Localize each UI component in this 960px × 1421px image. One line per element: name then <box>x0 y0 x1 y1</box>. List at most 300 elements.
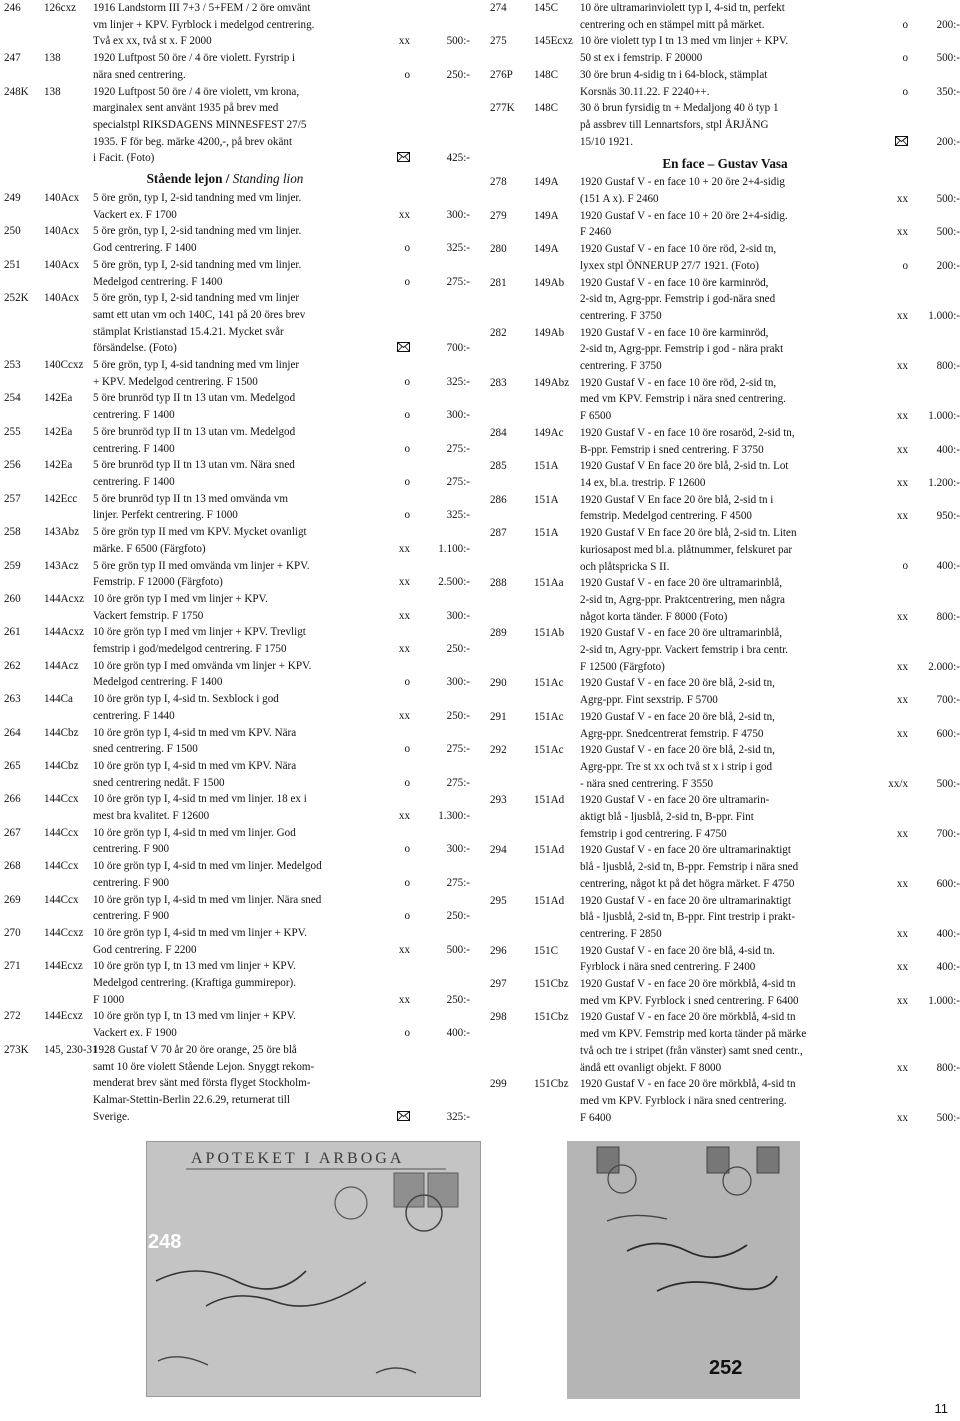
description-line: Medelgod centrering. F 1400 <box>93 275 223 288</box>
catalogue-number: 144Acz <box>44 659 79 672</box>
lot-entry <box>0 725 472 758</box>
description-line: Medelgod centrering. (Kraftiga gummirepor). <box>93 977 297 990</box>
lot-number: 268 <box>4 860 21 873</box>
condition-code: xx <box>896 877 908 890</box>
catalogue-number: 126cxz <box>44 2 77 14</box>
description-line: centrering. F 1440 <box>93 709 175 722</box>
catalogue-number: 151Ad <box>534 844 565 857</box>
catalogue-number: 151A <box>534 493 559 506</box>
lot-price: 275:- <box>446 475 470 488</box>
description-line: menderat brev sänt med första flyget Stockholm- <box>93 1077 311 1090</box>
left-column <box>0 0 472 1125</box>
lot-number: 284 <box>490 426 507 439</box>
lot-price: 600:- <box>936 727 960 740</box>
condition-code: o <box>902 560 908 573</box>
lot-number: 272 <box>4 1010 21 1023</box>
description-line: Femstrip. F 12000 (Färgfoto) <box>93 576 223 589</box>
lot-entry <box>0 457 472 490</box>
description-line: Sverige. <box>93 1110 130 1123</box>
description-line: 1920 Gustaf V - en face 20 öre blå, 2-sid tn, <box>580 677 775 690</box>
description-line: Kalmar-Stettin-Berlin 22.6.29, returnerat till <box>93 1094 290 1106</box>
description-line: Vackert ex. F 1900 <box>93 1027 177 1040</box>
lot-entry <box>490 625 960 675</box>
photo-lot-number: 248 <box>148 1231 182 1253</box>
lot-number: 287 <box>490 527 507 540</box>
description-line: 1920 Gustaf V - en face 20 öre ultramarinblå, <box>580 577 782 590</box>
lot-entry <box>0 758 472 791</box>
description-line: blå - ljusblå, 2-sid tn, B-ppr. Fint trestrip i prakt- <box>580 911 796 924</box>
section-heading-standing-lion: Stående lejon / Standing lion <box>146 171 304 187</box>
catalogue-number: 144Cbz <box>44 759 79 772</box>
condition-code: o <box>404 242 410 255</box>
lot-price: 275:- <box>446 275 470 288</box>
description-line: 1920 Gustaf V - en face 10 öre röd, 2-sid tn, <box>580 376 777 389</box>
lot-number: 293 <box>490 794 507 807</box>
description-line: 1920 Gustaf V - en face 10 öre karminröd, <box>580 276 769 289</box>
photo-lot-number: 252 <box>709 1357 743 1379</box>
lot-price: 600:- <box>936 877 960 890</box>
catalogue-number: 140Acx <box>44 225 80 238</box>
description-line: F 12500 (Färgfoto) <box>580 660 665 673</box>
lot-number: 266 <box>4 793 21 806</box>
condition-code: xx <box>896 927 908 940</box>
description-line: samt ett utan vm och 140C, 141 på 20 öres brev <box>93 308 306 321</box>
lot-number: 286 <box>490 493 507 506</box>
description-line: 10 öre grön typ I, 4-sid tn. Sexblock i god <box>93 693 279 706</box>
description-line: 1920 Gustaf V En face 20 öre blå, 2-sid tn i <box>580 493 774 506</box>
lot-number: 278 <box>490 176 507 189</box>
lot-number: 256 <box>4 459 21 472</box>
catalogue-number: 151Aa <box>534 577 564 590</box>
lot-entry <box>0 658 472 691</box>
catalogue-number: 151C <box>534 944 559 957</box>
lot-price: 250:- <box>446 68 470 81</box>
catalogue-number: 144Ccxz <box>44 926 84 939</box>
description-line: Agrg-ppr. Fint sexstrip. F 5700 <box>580 694 718 707</box>
left-lot-list-top <box>0 0 472 167</box>
lot-price: 1.000:- <box>928 410 960 423</box>
description-line: 1920 Gustaf V - en face 10 öre karminröd, <box>580 326 769 339</box>
description-line: försändelse. (Foto) <box>93 342 177 355</box>
condition-code: xx <box>896 1061 908 1074</box>
description-line: 5 öre brunröd typ II tn 13 utan vm. Medelgod <box>93 425 296 438</box>
description-line: 10 öre grön typ I, 4-sid tn med vm linjer. Nära sned <box>93 893 322 906</box>
lot-number: 265 <box>4 759 21 772</box>
description-line: 1920 Gustaf V - en face 20 öre ultramarin- <box>580 794 770 807</box>
description-line: 1920 Gustaf V - en face 10 öre rosaröd, 2-sid tn, <box>580 426 795 439</box>
condition-code: xx <box>398 35 410 48</box>
description-line: 1935. F för beg. märke 4200,-, på brev okänt <box>93 135 293 148</box>
lot-price: 325:- <box>446 375 470 388</box>
catalogue-number: 151Ac <box>534 677 564 690</box>
description-line: 1916 Landstorm III 7+3 / 5+FEM / 2 öre omvänt <box>93 2 311 14</box>
description-line: märke. F 6500 (Färgfoto) <box>93 542 206 555</box>
catalogue-number: 151Cbz <box>534 978 569 991</box>
catalogue-number: 140Acx <box>44 292 80 305</box>
lot-price: 400:- <box>936 560 960 573</box>
condition-code: o <box>902 85 908 98</box>
condition-code: o <box>902 52 908 65</box>
lot-price: 2.500:- <box>438 576 470 589</box>
catalogue-number: 144Ccx <box>44 793 79 806</box>
lot-number: 253 <box>4 359 21 372</box>
description-line: 1920 Gustaf V - en face 10 öre röd, 2-sid tn, <box>580 243 777 256</box>
lot-price: 700:- <box>446 342 470 355</box>
catalogue-number: 151Cbz <box>534 1011 569 1024</box>
description-line: femstrip i god/medelgod centrering. F 1750 <box>93 643 287 656</box>
condition-code: xx <box>896 226 908 239</box>
description-line: God centrering. F 2200 <box>93 943 197 956</box>
description-line: Agrg-ppr. Snedcentrerat femstrip. F 4750 <box>580 727 764 740</box>
condition-code: o <box>404 409 410 422</box>
lot-number: 264 <box>4 726 21 739</box>
lot-entry <box>0 390 472 423</box>
catalogue-number: 149A <box>534 209 559 222</box>
description-line: F 2460 <box>580 226 612 239</box>
condition-code: xx <box>398 542 410 555</box>
lot-price: 325:- <box>446 1110 470 1123</box>
description-line: 5 öre grön, typ I, 2-sid tandning med vm linjer. <box>93 225 302 238</box>
description-line: lyxex stpl ÖNNERUP 27/7 1921. (Foto) <box>580 259 759 272</box>
lot-price: 200:- <box>936 259 960 272</box>
description-line: nära sned centrering. <box>93 68 186 81</box>
condition-code: xx/x <box>888 777 908 790</box>
condition-code: xx <box>896 694 908 707</box>
condition-code: xx <box>896 660 908 673</box>
lot-price: 500:- <box>936 777 960 790</box>
condition-code: xx <box>896 443 908 456</box>
lot-entry <box>0 524 472 557</box>
description-line: 1920 Gustaf V - en face 20 öre mörkblå, 4-sid tn <box>580 978 796 991</box>
lot-price: 300:- <box>446 676 470 689</box>
lot-price: 1.000:- <box>928 994 960 1007</box>
condition-code: xx <box>896 961 908 974</box>
description-line: kuriosapost med bl.a. plåtnummer, felskuret par <box>580 543 793 556</box>
description-line: 10 öre grön typ I, 4-sid tn med vm linjer. Medelgod <box>93 860 322 873</box>
catalogue-number: 149Ac <box>534 426 564 439</box>
lot-entry <box>490 325 960 375</box>
description-line: Fyrblock i nära sned centrering. F 2400 <box>580 961 756 974</box>
condition-code: xx <box>896 410 908 423</box>
condition-code: o <box>404 275 410 288</box>
lot-number: 269 <box>4 893 21 906</box>
description-line: 10 öre grön typ I med omvända vm linjer + KPV. <box>93 659 312 672</box>
lot-price: 500:- <box>936 1111 960 1124</box>
lot-number: 295 <box>490 894 507 907</box>
lot-number: 246 <box>4 2 21 14</box>
lot-price: 800:- <box>936 1061 960 1074</box>
description-line: 2-sid tn, Agrg-ppr. Praktcentrering, men några <box>580 593 785 606</box>
lot-price: 300:- <box>446 609 470 622</box>
catalogue-number: 144Ccx <box>44 860 79 873</box>
lot-price: 300:- <box>446 208 470 221</box>
catalogue-number: 148C <box>534 102 559 115</box>
lot-entry <box>0 925 472 958</box>
lot-number: 259 <box>4 559 21 572</box>
lot-price: 500:- <box>936 226 960 239</box>
envelope-icon <box>370 340 410 357</box>
description-line: 5 öre grön typ II med omvända vm linjer + KPV. <box>93 559 310 572</box>
lot-price: 2.000:- <box>928 660 960 673</box>
description-line: 1920 Gustaf V - en face 20 öre blå, 2-sid tn, <box>580 744 775 757</box>
catalogue-number: 151Ad <box>534 794 565 807</box>
lot-entry <box>490 842 960 892</box>
catalogue-number: 142Ecc <box>44 492 78 505</box>
description-line: 10 öre grön typ I, tn 13 med vm linjer + KPV. <box>93 1010 296 1023</box>
lot-entry <box>490 675 960 708</box>
description-line: centrering. F 1400 <box>93 409 175 422</box>
lot-entry <box>0 84 472 168</box>
condition-code: o <box>404 843 410 856</box>
lot-entry <box>0 257 472 290</box>
description-line: God centrering. F 1400 <box>93 242 197 255</box>
catalogue-number: 145, 230-31 <box>44 1043 98 1056</box>
lot-price: 325:- <box>446 242 470 255</box>
description-line: - nära sned centrering. F 3550 <box>580 777 714 790</box>
condition-code: xx <box>896 994 908 1007</box>
lot-number: 296 <box>490 944 507 957</box>
description-line: i Facit. (Foto) <box>93 152 155 165</box>
lot-price: 200:- <box>936 18 960 31</box>
description-line: 14 ex, bl.a. trestrip. F 12600 <box>580 476 706 489</box>
description-line: centrering. F 3750 <box>580 360 662 373</box>
description-line: centrering och en stämpel mitt på märket. <box>580 18 765 31</box>
lot-entry <box>490 100 960 150</box>
lot-entry <box>490 492 960 525</box>
lot-price: 800:- <box>936 610 960 623</box>
lot-price: 275:- <box>446 442 470 455</box>
description-line: 50 st ex i femstrip. F 20000 <box>580 52 703 65</box>
description-line: F 6400 <box>580 1111 612 1124</box>
lot-number: 292 <box>490 744 507 757</box>
lot-entry <box>0 223 472 256</box>
description-line: centrering, något kt på det högra märket. F 4750 <box>580 877 795 890</box>
catalogue-number: 144Ccx <box>44 826 79 839</box>
description-line: 15/10 1921. <box>580 135 634 148</box>
envelope-icon <box>370 150 410 167</box>
condition-code: o <box>404 743 410 756</box>
catalogue-number: 144Acxz <box>44 592 85 605</box>
catalogue-number: 151Ab <box>534 627 565 640</box>
description-line: femstrip. Medelgod centrering. F 4500 <box>580 510 752 523</box>
lot-number: 276P <box>490 68 513 81</box>
lot-entry <box>0 50 472 83</box>
lot-entry <box>490 67 960 100</box>
description-line: 1920 Gustaf V - en face 20 öre ultramarinblå, <box>580 627 782 640</box>
description-line: 10 öre grön typ I, 4-sid tn med vm linjer. God <box>93 826 296 839</box>
description-line: 5 öre grön typ II med vm KPV. Mycket ovanligt <box>93 526 307 539</box>
lot-entry <box>490 575 960 625</box>
catalogue-number: 144Ecxz <box>44 960 83 973</box>
lot-entry <box>0 0 472 50</box>
condition-code: xx <box>398 810 410 823</box>
lot-entry <box>490 943 960 976</box>
description-line: 10 öre grön typ I med vm linjer + KPV. <box>93 592 268 605</box>
condition-code: xx <box>398 943 410 956</box>
lot-price: 400:- <box>936 443 960 456</box>
catalogue-number: 149Ab <box>534 276 565 289</box>
description-line: 10 öre ultramarinviolett typ I, 4-sid tn, perfekt <box>580 2 785 14</box>
condition-code: o <box>404 676 410 689</box>
description-line: 1920 Gustaf V - en face 10 + 20 öre 2+4-sidig <box>580 176 785 189</box>
description-line: 5 öre grön, typ I, 4-sid tandning med vm linjer <box>93 359 300 372</box>
description-line: 1920 Gustaf V - en face 20 öre blå, 2-sid tn, <box>580 710 775 723</box>
description-line: Korsnäs 30.11.22. F 2240++. <box>580 85 710 98</box>
lot-entry <box>0 290 472 357</box>
left-lot-list <box>0 190 472 1125</box>
lot-price: 200:- <box>936 135 960 148</box>
description-line: femstrip i god centrering. F 4750 <box>580 827 727 840</box>
description-line: ändå ett ovanligt objekt. F 8000 <box>580 1061 722 1074</box>
description-line: 2-sid tn, Agry-ppr. Vackert femstrip i bra centr. <box>580 644 789 657</box>
catalogue-number: 145C <box>534 2 559 14</box>
description-line: centrering. F 2850 <box>580 927 662 940</box>
lot-number: 251 <box>4 258 21 271</box>
lot-entry <box>490 792 960 842</box>
description-line: F 6500 <box>580 410 612 423</box>
description-line: 1920 Gustaf V - en face 20 öre mörkblå, 4-sid tn <box>580 1078 796 1091</box>
lot-number: 285 <box>490 460 507 473</box>
lot-number: 257 <box>4 492 21 505</box>
description-line: något korta tänder. F 8000 (Foto) <box>580 610 728 623</box>
lot-price: 275:- <box>446 776 470 789</box>
description-line: med vm KPV. Fyrblock i sned centrering. F 6400 <box>580 994 799 1007</box>
catalogue-number: 144Cbz <box>44 726 79 739</box>
lot-entry <box>490 174 960 207</box>
lot-number: 270 <box>4 926 21 939</box>
section-title: Stående lejon <box>146 171 223 187</box>
lot-entry <box>490 525 960 575</box>
description-line: 1920 Luftpost 50 öre / 4 öre violett, vm krona, <box>93 85 300 98</box>
lot-price: 275:- <box>446 743 470 756</box>
catalogue-number: 149A <box>534 243 559 256</box>
condition-code: o <box>404 375 410 388</box>
description-line: 5 öre grön, typ I, 2-sid tandning med vm linjer <box>93 292 300 305</box>
section-heading-en-face <box>490 156 960 172</box>
description-line: (151 A x). F 2460 <box>580 193 659 206</box>
lot-price: 250:- <box>446 993 470 1006</box>
cover-252-image <box>567 1141 800 1399</box>
description-line: Två ex xx, två st x. F 2000 <box>93 35 212 48</box>
cover-photo-252 <box>567 1141 800 1399</box>
catalogue-number: 144Acxz <box>44 626 85 639</box>
lot-entry <box>0 958 472 1008</box>
condition-code: xx <box>398 208 410 221</box>
lot-entry <box>490 976 960 1009</box>
cover-photo-248 <box>146 1141 481 1397</box>
description-line: 5 öre brunröd typ II tn 13 utan vm. Nära sned <box>93 459 295 472</box>
condition-code: o <box>902 18 908 31</box>
lot-price: 400:- <box>936 961 960 974</box>
catalogue-number: 151Ad <box>534 894 565 907</box>
description-line: med vm KPV. Femstrip med korta tänder på märke <box>580 1028 807 1041</box>
lot-entry <box>0 558 472 591</box>
description-line: centrering. F 1400 <box>93 475 175 488</box>
catalogue-number: 151Ac <box>534 710 564 723</box>
lot-number: 254 <box>4 392 21 405</box>
lot-entry <box>490 709 960 742</box>
description-line: 1928 Gustaf V 70 år 20 öre orange, 25 öre blå <box>93 1043 297 1056</box>
lot-price: 400:- <box>936 927 960 940</box>
lot-price: 250:- <box>446 709 470 722</box>
catalogue-number: 149A <box>534 176 559 189</box>
lot-entry <box>490 458 960 491</box>
description-line: centrering. F 3750 <box>580 309 662 322</box>
condition-code: o <box>404 910 410 923</box>
catalogue-number: 143Abz <box>44 526 80 539</box>
condition-code: o <box>404 68 410 81</box>
lot-number: 271 <box>4 960 21 973</box>
description-line: centrering. F 900 <box>93 876 170 889</box>
lot-number: 275 <box>490 35 507 48</box>
lot-entry <box>0 691 472 724</box>
description-line: 10 öre grön typ I, 4-sid tn med vm linjer. 18 ex i <box>93 793 307 806</box>
lot-price: 350:- <box>936 85 960 98</box>
lot-entry <box>0 825 472 858</box>
description-line: två och tre i stripet (från vänster) samt sned centr., <box>580 1044 803 1057</box>
condition-code: xx <box>896 510 908 523</box>
catalogue-number: 142Ea <box>44 459 73 472</box>
description-line: 5 öre grön, typ I, 2-sid tandning med vm linjer. <box>93 192 302 205</box>
description-line: 10 öre grön typ I, 4-sid tn med vm linjer + KPV. <box>93 926 308 939</box>
lot-entry <box>0 424 472 457</box>
lot-price: 300:- <box>446 843 470 856</box>
lot-number: 273K <box>4 1043 29 1056</box>
description-line: 1920 Gustaf V - en face 20 öre mörkblå, 4-sid tn <box>580 1011 796 1024</box>
lot-number: 255 <box>4 425 21 438</box>
description-line: 5 öre grön, typ I, 2-sid tandning med vm linjer. <box>93 258 302 271</box>
lot-number: 250 <box>4 225 21 238</box>
lot-price: 500:- <box>936 52 960 65</box>
envelope-icon <box>370 1109 410 1126</box>
lot-number: 261 <box>4 626 21 639</box>
lot-price: 1.100:- <box>438 542 470 555</box>
lot-price: 1.200:- <box>928 476 960 489</box>
description-line: med vm KPV. Femstrip i nära sned centrering. <box>580 393 786 406</box>
lot-price: 700:- <box>936 827 960 840</box>
condition-code: xx <box>398 643 410 655</box>
description-line: med vm KPV. Fyrblock i nära sned centrering. <box>580 1095 787 1107</box>
description-line: 1920 Gustaf V - en face 20 öre ultramarinaktigt <box>580 894 791 907</box>
condition-code: xx <box>398 609 410 622</box>
lot-number: 279 <box>490 209 507 222</box>
catalogue-number: 145Ecxz <box>534 35 573 48</box>
catalogue-number: 142Ea <box>44 392 73 405</box>
lot-price: 500:- <box>936 193 960 206</box>
lot-number: 288 <box>490 577 507 590</box>
description-line: + KPV. Medelgod centrering. F 1500 <box>93 375 258 388</box>
section-title: En face – Gustav Vasa <box>662 156 788 172</box>
lot-number: 294 <box>490 844 507 857</box>
envelope-icon <box>868 134 908 151</box>
condition-code: o <box>902 259 908 272</box>
condition-code: xx <box>398 993 410 1006</box>
description-line: 2-sid tn, Agrg-ppr. Femstrip i god-nära sned <box>580 293 776 306</box>
condition-code: xx <box>896 360 908 373</box>
description-line: 10 öre grön typ I med vm linjer + KPV. Trevligt <box>93 626 306 639</box>
description-line: aktigt blå - ljusblå, 2-sid tn, B-ppr. Fint <box>580 811 754 824</box>
lot-price: 275:- <box>446 876 470 889</box>
lot-price: 300:- <box>446 409 470 422</box>
lot-number: 252K <box>4 292 29 305</box>
description-line: centrering. F 900 <box>93 910 170 923</box>
right-lot-list <box>490 174 960 1126</box>
lot-entry <box>0 1008 472 1041</box>
condition-code: o <box>404 776 410 789</box>
description-line: 1920 Gustaf V - en face 20 öre ultramarinaktigt <box>580 844 791 857</box>
condition-code: xx <box>896 1111 908 1124</box>
condition-code: xx <box>398 709 410 722</box>
